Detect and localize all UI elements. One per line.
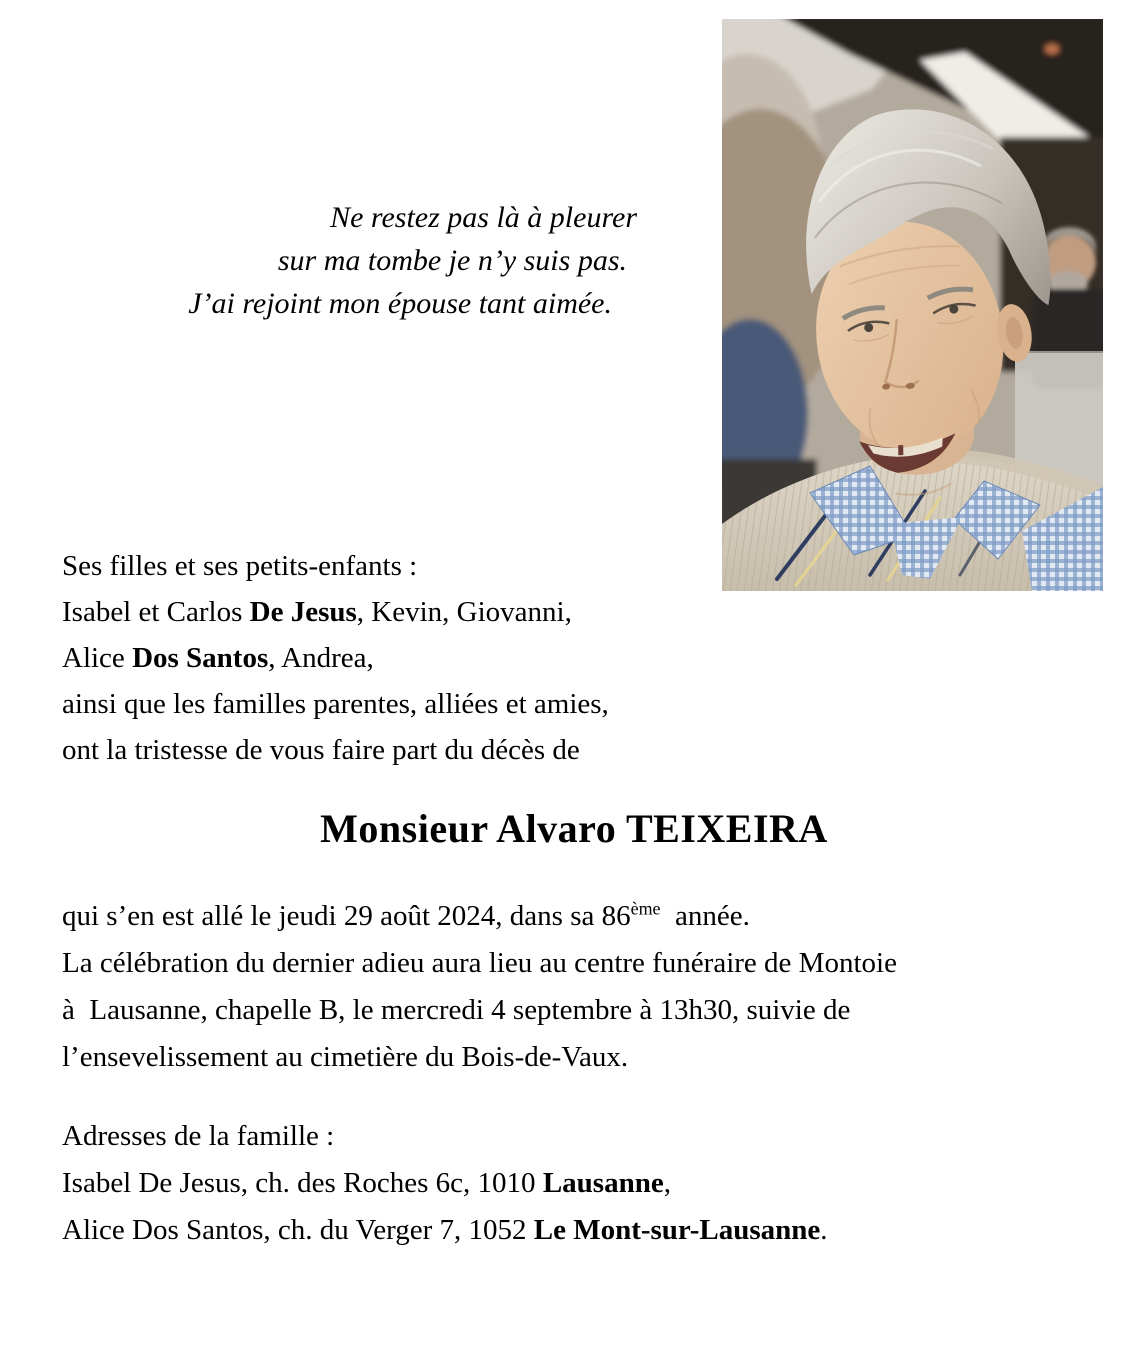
- quote-line: sur ma tombe je n’y suis pas.: [277, 244, 627, 277]
- text-segment: .: [820, 1214, 828, 1246]
- text-segment: ainsi que les familles parentes, alliées et amies,: [62, 688, 609, 720]
- text-segment-bold: De Jesus: [249, 596, 357, 628]
- text-segment: qui s’en est allé le jeudi 29 août 2024, dans sa 86: [62, 900, 631, 932]
- text-segment: Isabel De Jesus, ch. des Roches 6c, 1010: [62, 1167, 543, 1199]
- text-segment: ont la tristesse de vous faire part du décès de: [62, 734, 580, 766]
- address-line: [62, 1113, 828, 1160]
- text-segment: Isabel et Carlos: [62, 596, 250, 628]
- family-line: [62, 543, 609, 589]
- announcement-line: [62, 1034, 897, 1081]
- deceased-name-title: Monsieur Alvaro TEIXEIRA: [320, 806, 828, 851]
- family-line: [62, 727, 609, 773]
- ordinal-superscript: ème: [630, 898, 661, 919]
- text-segment: Adresses de la famille :: [62, 1120, 335, 1152]
- text-segment: année.: [660, 900, 750, 932]
- text-segment: Ses filles et ses petits-enfants :: [62, 550, 418, 582]
- portrait-photo-illustration: [722, 19, 1103, 591]
- announcement-line: [62, 893, 897, 940]
- text-segment: Alice: [62, 642, 133, 674]
- family-line: [62, 589, 609, 635]
- addresses-block: [62, 1113, 828, 1254]
- quote-block: [0, 196, 637, 325]
- text-segment: l’ensevelissement au cimetière du Bois-de-Vaux.: [62, 1041, 629, 1073]
- text-segment-bold: Le Mont-sur-Lausanne: [533, 1214, 821, 1246]
- family-line: [62, 635, 609, 681]
- text-segment: ,: [663, 1167, 671, 1199]
- text-segment: , Kevin, Giovanni,: [356, 596, 572, 628]
- text-segment-bold: Lausanne: [542, 1167, 664, 1199]
- family-block: [62, 543, 609, 773]
- text-segment: à Lausanne, chapelle B, le mercredi 4 septembre à 13h30, suivie de: [62, 994, 851, 1026]
- quote-line: Ne restez pas là à pleurer: [330, 201, 637, 234]
- announcement-block: [62, 893, 897, 1081]
- portrait-photo: [722, 19, 1103, 591]
- quote-line: J’ai rejoint mon épouse tant aimée.: [188, 287, 612, 320]
- text-segment: La célébration du dernier adieu aura lieu au centre funéraire de Montoie: [62, 947, 897, 979]
- address-line: [62, 1160, 828, 1207]
- text-segment: Alice Dos Santos, ch. du Verger 7, 1052: [62, 1214, 534, 1246]
- address-line: [62, 1207, 828, 1254]
- text-segment: , Andrea,: [268, 642, 374, 674]
- family-line: [62, 681, 609, 727]
- text-segment-bold: Dos Santos: [132, 642, 269, 674]
- announcement-line: [62, 940, 897, 987]
- announcement-line: [62, 987, 897, 1034]
